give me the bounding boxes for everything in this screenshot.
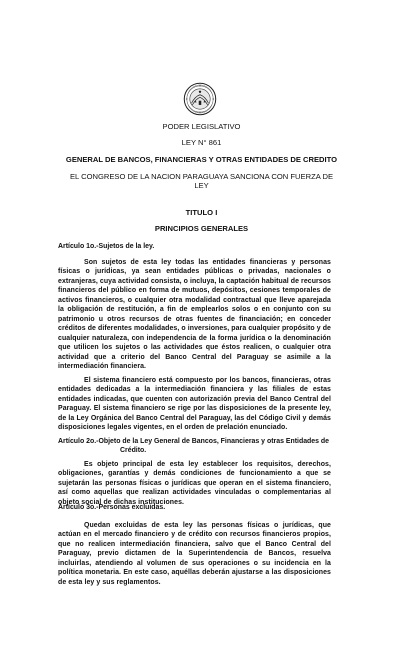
legislative-branch-label: PODER LEGISLATIVO bbox=[162, 122, 241, 131]
enacting-clause bbox=[66, 172, 337, 190]
law-title: GENERAL DE BANCOS, FINANCIERAS Y OTRAS ENTIDADES DE CREDITO bbox=[65, 155, 338, 164]
enacting-clause-line: LEY bbox=[194, 181, 209, 191]
paraguay-national-seal-icon bbox=[183, 82, 217, 116]
article-2-paragraph-1: Es objeto principal de esta ley establecer los requisitos, derechos, obligaciones, garantías y demás condiciones de funcionamiento a que se sujetarán las personas físicas o jurídicas que operan en el sistema financiero, así como aquellas que realizan actividades vinculadas o complementarias al objeto social de dichas instituciones. bbox=[58, 461, 331, 506]
article-2-heading-line: Crédito. bbox=[120, 447, 147, 455]
title-subheading: PRINCIPIOS GENERALES bbox=[154, 224, 249, 233]
article-1-paragraph-2: El sistema financiero está compuesto por los bancos, financieras, otras entidades dedicadas a la intermediación financiera y las filiales de estas entidades indicadas, que cuenten con autorización previa del Banco Central del Paraguay. El sistema financiero se rige por las disposiciones de la presente ley, de la Ley Orgánica del Banco Central del Paraguay, las del Código Civil y demás disposiciones legales vigentes, en el orden de prelación enunciado. bbox=[58, 377, 331, 432]
article-2-heading-line: Artículo 2o.-Objeto de la Ley General de Bancos, Financieras y otras Entidades de bbox=[58, 438, 330, 445]
article-3-paragraph-1: Quedan excluidas de esta ley las personas físicas o jurídicas, que actúan en el mercado financiero y de crédito con recursos financieros propios, que no realicen intermediación financiera, salvo que el Banco Central del Paraguay, previo dictamen de la Superintendencia de Bancos, resuelva incluirlas, atendiendo al volumen de sus operaciones o su incidencia en la política monetaria. En este caso, aquéllas deberán ajustarse a las disposiciones de esta ley y sus reglamentos. bbox=[58, 522, 331, 586]
article-1-paragraph-1: Son sujetos de esta ley todas las entidades financieras y personas físicas o jurídicas, ya sean entidades públicas o privadas, nacionales o extranjeras, cuya actividad consista, o incluya, la captación habitual de recursos financieros del público en forma de mutuos, depósitos, cesiones temporales de activos financieros, o cualquier otra modalidad contractual que lleve aparejada la obligación de restitución, a fin de emplearlos solos o en conjunto con su patrimonio u otros recursos de otras fuentes de financiación; en conceder créditos de diferentes modalidades, o inversiones, para cualquier propósito y de cualquier naturaleza, con independencia de la forma jurídica o la denominación que utilicen los sujetos o las actividades que éstos realicen, o cualquier otra actividad que a criterio del Banco Central del Paraguay se asimile a la intermediación financiera. bbox=[58, 259, 331, 370]
enacting-clause-line: EL CONGRESO DE LA NACION PARAGUAYA SANCIONA CON FUERZA DE bbox=[69, 172, 334, 181]
article-1-heading: Artículo 1o.-Sujetos de la ley. bbox=[58, 243, 155, 250]
article-3-heading: Artículo 3o.-Personas excluidas. bbox=[58, 504, 166, 511]
article-2-heading bbox=[58, 437, 331, 456]
title-heading: TITULO I bbox=[185, 208, 218, 217]
law-number: LEY N° 861 bbox=[181, 138, 222, 147]
